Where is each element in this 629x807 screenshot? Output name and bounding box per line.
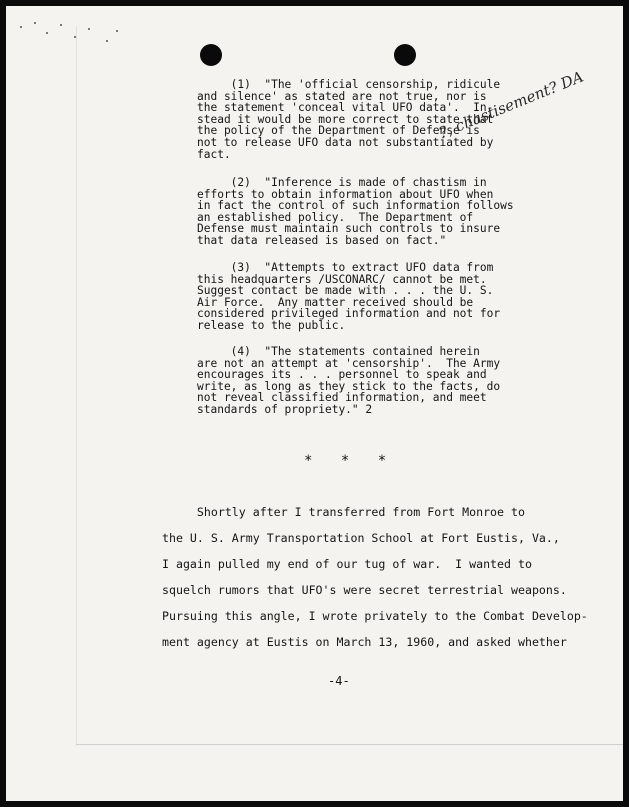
quote-paragraph-2: (2) "Inference is made of chastism in efforts to obtain information about UFO when in fact the control of such information follows an established policy. The Department of Defense must maintain such controls to insure that data released is based on fact." [197, 176, 514, 247]
page-guide-line [76, 26, 77, 746]
punch-hole-left [200, 44, 222, 66]
section-separator: * * * [304, 453, 397, 469]
handwritten-annotation: ?, chastisement? DA [436, 67, 586, 142]
body-text: Shortly after I transferred from Fort Monroe to the U. S. Army Transportation School at Fort Eustis, Va., I again pulled my end of our tug of war. I wanted to squelch rumors that UFO's were secret terrestrial weapons. Pursuing this angle, I wrote privately to the Combat Develop- ment agency at Eustis on March 13, 1960, and asked whether [162, 505, 588, 649]
quote-paragraph-4: (4) "The statements contained herein are not an attempt at 'censorship'. The Army encourages its . . . personnel to speak and write, as long as they stick to the facts, do not reveal classified information, and meet standards of propriety." 2 [197, 345, 501, 416]
scan-specks [16, 20, 126, 60]
quote-paragraph-3: (3) "Attempts to extract UFO data from this headquarters /USCONARC/ cannot be met. Suggest contact be made with . . . the U. S. Air Force. Any matter received should be considered privileged information and not for release to the public. [197, 261, 501, 332]
punch-hole-right [394, 44, 416, 66]
page-number: -4- [328, 674, 350, 688]
quote-paragraph-1: (1) "The 'official censorship, ridicule and silence' as stated are not true, nor is the statement 'conceal vital UFO data'. In- stead it would be more correct to state that the policy of the Department of Defense is not to release UFO data not substantiated by fact. [197, 78, 501, 161]
document-page [6, 6, 623, 801]
page-bottom-line [76, 744, 623, 745]
